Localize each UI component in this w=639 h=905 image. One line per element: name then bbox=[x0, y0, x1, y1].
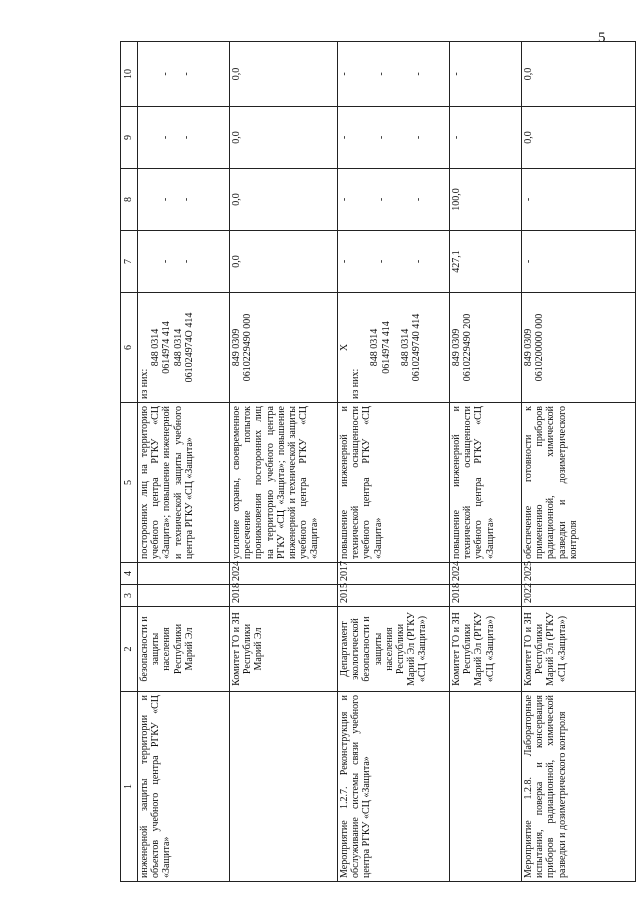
expected-result-cell: повышение инженерной и технической оснащенности учебного центра РГКУ «СЦ «Защита» bbox=[338, 403, 450, 563]
executor-cell: Департамент экологической безопасности и защиты населения Республики Марий Эл (РГКУ «СЦ «Защита») bbox=[338, 607, 450, 692]
budget-code-line: 0610229490 000 bbox=[242, 313, 254, 382]
value-line: - bbox=[376, 135, 388, 140]
value-line: - bbox=[160, 72, 172, 76]
table-row bbox=[450, 42, 522, 882]
page-number: 5 bbox=[598, 30, 606, 46]
value-line: - bbox=[376, 259, 388, 264]
value-line: - bbox=[339, 259, 350, 264]
expected-result-cell: повышение инженерной и технической оснащенности учебного центра РГКУ «СЦ «Защита» bbox=[450, 403, 522, 563]
table-row bbox=[338, 42, 450, 882]
value-cell-10: - bbox=[450, 42, 522, 107]
value-line: - bbox=[339, 72, 350, 76]
start-year-cell: 2018 bbox=[450, 585, 522, 607]
header-cell: 2 bbox=[121, 607, 138, 692]
budget-code-line: 061024974О 414 bbox=[183, 312, 195, 383]
measure-name-cell bbox=[450, 692, 522, 882]
value-cell-9: - bbox=[450, 107, 522, 169]
executor-cell: безопасности и защиты населения Республики Марий Эл bbox=[138, 607, 230, 692]
budget-code-line: из них: bbox=[139, 368, 150, 399]
value-cell-10: 0,0 bbox=[230, 42, 338, 107]
header-cell: 10 bbox=[121, 42, 138, 107]
end-year-cell bbox=[138, 563, 230, 585]
end-year-cell: 2024 bbox=[450, 563, 522, 585]
start-year-cell: 2022 bbox=[522, 585, 636, 607]
header-cell: 3 bbox=[121, 585, 138, 607]
expected-result-cell: посторонних лиц на территорию учебного центра РГКУ «СЦ «Защита»; повышение инженерной и технической защиты учебного центра РГКУ «СЦ «Защита» bbox=[138, 403, 230, 563]
value-line: - bbox=[181, 135, 193, 140]
value-line: - bbox=[160, 259, 172, 264]
budget-code-line: 849 0309 bbox=[523, 328, 534, 367]
expected-result-cell: усиление охраны, своевременное пресечение попыток проникновения посторонних лиц на территорию учебного центра РГКУ «СЦ «Защита»; повышение инженерной и технической защиты учебного центра РГКУ «СЦ «Защита» bbox=[230, 403, 338, 563]
value-cell-10: 0,0 bbox=[522, 42, 636, 107]
value-line: - bbox=[413, 197, 425, 202]
budget-code-cell bbox=[522, 293, 636, 403]
value-line bbox=[139, 45, 150, 103]
budget-code-line: 0610249740 414 bbox=[410, 313, 422, 382]
value-line: - bbox=[160, 197, 172, 202]
executor-cell: Комитет ГО и ЗН Республики Марий Эл (РГКУ «СЦ «Защита») bbox=[450, 607, 522, 692]
value-cell-10 bbox=[338, 42, 450, 107]
budget-code-cell bbox=[450, 293, 522, 403]
value-line bbox=[139, 172, 150, 227]
table-row bbox=[522, 42, 636, 882]
value-line: - bbox=[413, 135, 425, 140]
value-cell-7: 427,1 bbox=[450, 231, 522, 293]
budget-code-line: Х bbox=[339, 343, 350, 352]
value-cell-9 bbox=[338, 107, 450, 169]
budget-code-line: 848 0314 bbox=[369, 328, 381, 367]
header-cell: 1 bbox=[121, 692, 138, 882]
table-row bbox=[138, 42, 230, 882]
start-year-cell: 2018 bbox=[230, 585, 338, 607]
budget-code-line: 848 0314 bbox=[399, 328, 411, 367]
start-year-cell bbox=[138, 585, 230, 607]
value-line bbox=[139, 234, 150, 289]
value-line: - bbox=[160, 135, 172, 140]
value-line: - bbox=[181, 72, 193, 76]
executor-cell: Комитет ГО и ЗН Республики Марий Эл (РГКУ «СЦ «Защита») bbox=[522, 607, 636, 692]
budget-code-line: 0614974 414 bbox=[161, 321, 173, 374]
value-cell-7: 0,0 bbox=[230, 231, 338, 293]
header-cell: 9 bbox=[121, 107, 138, 169]
budget-code-line: 848 0314 bbox=[172, 328, 184, 367]
value-cell-8: 100,0 bbox=[450, 169, 522, 231]
header-cell: 7 bbox=[121, 231, 138, 293]
value-cell-10 bbox=[138, 42, 230, 107]
budget-code-line: 848 0314 bbox=[150, 328, 162, 367]
table-row bbox=[230, 42, 338, 882]
measure-name-cell bbox=[230, 692, 338, 882]
header-cell: 5 bbox=[121, 403, 138, 563]
end-year-cell: 2017 bbox=[338, 563, 450, 585]
value-cell-8 bbox=[338, 169, 450, 231]
measure-name-cell: Мероприятие 1.2.8. Лабораторные испытания, поверка и консервация приборов радиационной, химической разведки и дозиметрического контроля bbox=[522, 692, 636, 882]
rotated-table-container bbox=[120, 42, 632, 882]
value-cell-7: - bbox=[522, 231, 636, 293]
budget-code-line: 0610200000 000 bbox=[534, 313, 546, 382]
value-line: - bbox=[376, 197, 388, 202]
value-cell-7 bbox=[138, 231, 230, 293]
value-cell-9: 0,0 bbox=[230, 107, 338, 169]
executor-cell: Комитет ГО и ЗН Республики Марий Эл bbox=[230, 607, 338, 692]
budget-code-cell bbox=[338, 293, 450, 403]
value-cell-8 bbox=[138, 169, 230, 231]
value-line: - bbox=[181, 197, 193, 202]
end-year-cell: 2024 bbox=[230, 563, 338, 585]
program-measures-table bbox=[120, 41, 636, 882]
value-line: - bbox=[181, 259, 193, 264]
value-line: - bbox=[339, 197, 350, 202]
budget-code-line: 0610229490 200 bbox=[462, 313, 474, 382]
value-cell-9: 0,0 bbox=[522, 107, 636, 169]
header-cell: 8 bbox=[121, 169, 138, 231]
header-row bbox=[121, 42, 138, 882]
budget-code-line: 0614974 414 bbox=[380, 321, 392, 374]
budget-code-line: из них: bbox=[350, 368, 362, 399]
budget-code-line: 849 0309 bbox=[451, 328, 462, 367]
value-line: - bbox=[376, 72, 388, 76]
value-cell-8: 0,0 bbox=[230, 169, 338, 231]
measure-name-cell: инженерной защиты территории и объектов учебного центра РГКУ «СЦ «Защита» bbox=[138, 692, 230, 882]
value-cell-9 bbox=[138, 107, 230, 169]
header-cell: 4 bbox=[121, 563, 138, 585]
end-year-cell: 2025 bbox=[522, 563, 636, 585]
expected-result-cell: обеспечение готовности к применению приборов радиационной, химической разведки и дозиметрического контроля bbox=[522, 403, 636, 563]
budget-code-cell bbox=[138, 293, 230, 403]
value-cell-7 bbox=[338, 231, 450, 293]
value-line: - bbox=[413, 259, 425, 264]
measure-name-cell: Мероприятие 1.2.7. Реконструкция и обслуживание системы связи учебного центра РГКУ «СЦ «Защита» bbox=[338, 692, 450, 882]
value-cell-8: - bbox=[522, 169, 636, 231]
header-cell: 6 bbox=[121, 293, 138, 403]
value-line: - bbox=[413, 72, 425, 76]
budget-code-line: 849 0309 bbox=[231, 328, 242, 367]
value-line bbox=[139, 110, 150, 165]
budget-code-cell bbox=[230, 293, 338, 403]
value-line: - bbox=[339, 135, 350, 140]
start-year-cell: 2015 bbox=[338, 585, 450, 607]
